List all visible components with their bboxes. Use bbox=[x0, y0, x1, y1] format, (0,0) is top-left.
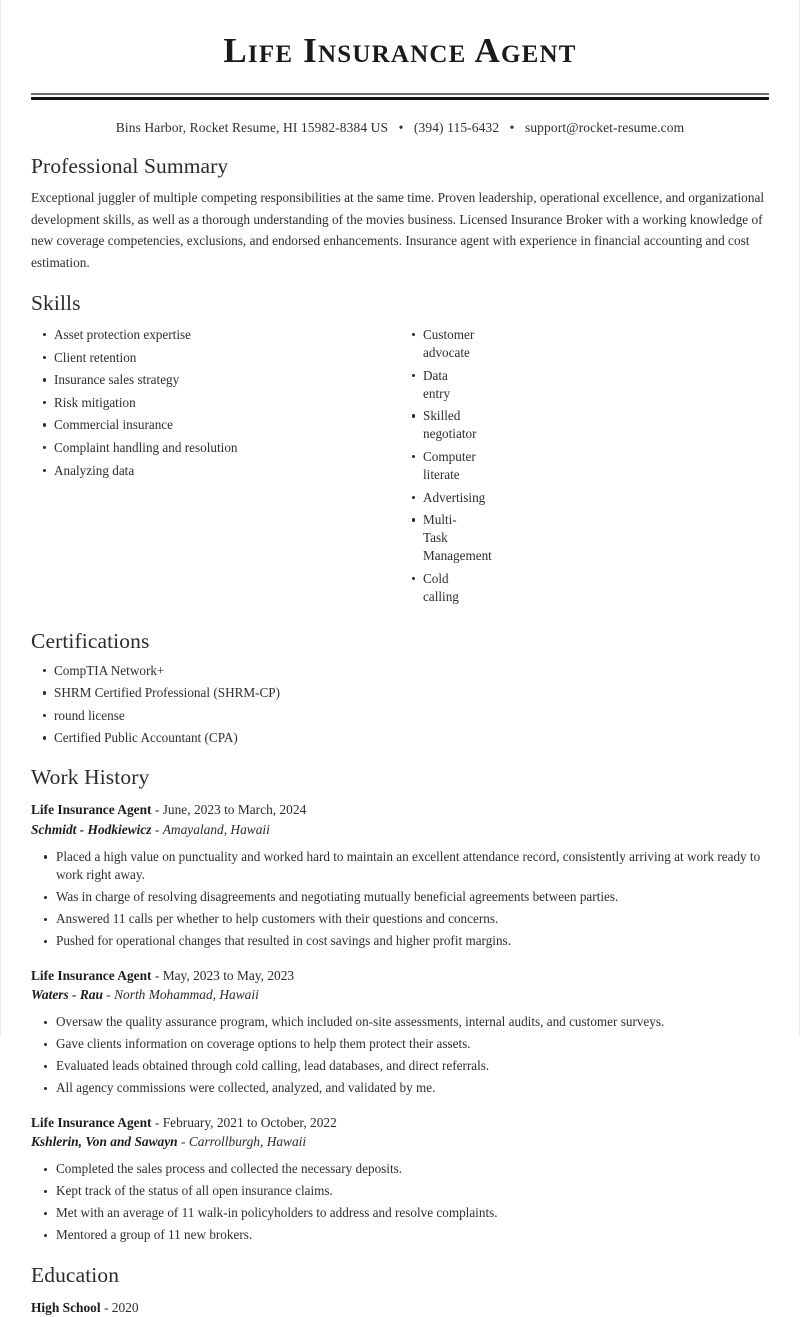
list-item: Skilled negotiator bbox=[400, 407, 423, 443]
list-item: Data entry bbox=[400, 367, 423, 403]
section-heading-education: Education bbox=[31, 1262, 120, 1287]
skills-list-right bbox=[400, 326, 492, 606]
list-item: Customer advocate bbox=[400, 326, 423, 362]
job-dash: - bbox=[154, 821, 160, 837]
section-heading-skills: Skills bbox=[31, 291, 81, 316]
job-bullets bbox=[31, 848, 769, 951]
list-item: Met with an average of 11 walk-in policyholders to address and resolve complaints. bbox=[31, 1204, 769, 1222]
list-item: Analyzing data bbox=[31, 462, 400, 480]
job-company: Schmidt - Hodkiewicz bbox=[31, 821, 152, 837]
list-item: Computer literate bbox=[400, 448, 423, 484]
job-title-line bbox=[31, 1113, 769, 1132]
section-education bbox=[31, 1262, 769, 1317]
job-dash: - bbox=[106, 987, 111, 1003]
job-dates: May, 2023 to May, 2023 bbox=[162, 967, 295, 983]
list-item: All agency commissions were collected, analyzed, and validated by me. bbox=[31, 1079, 769, 1097]
list-item: Complaint handling and resolution bbox=[31, 439, 400, 457]
skills-columns bbox=[31, 324, 769, 611]
contact-phone: (394) 115-6432 bbox=[413, 120, 500, 136]
list-item: Insurance sales strategy bbox=[31, 371, 400, 389]
work-history-entry bbox=[31, 1113, 769, 1245]
education-entry bbox=[31, 1298, 769, 1317]
list-item: round license bbox=[31, 707, 769, 725]
skills-list-left bbox=[31, 326, 400, 480]
contact-address: Bins Harbor, Rocket Resume, HI 15982-8384 US bbox=[115, 120, 389, 136]
certifications-list bbox=[31, 662, 769, 748]
list-item: Risk mitigation bbox=[31, 394, 400, 412]
list-item: Oversaw the quality assurance program, which included on-site assessments, internal audits, and customer surveys. bbox=[31, 1013, 769, 1031]
list-item: Gave clients information on coverage options to help them protect their assets. bbox=[31, 1035, 769, 1053]
list-item: Completed the sales process and collected the necessary deposits. bbox=[31, 1160, 769, 1178]
resume-content bbox=[1, 0, 799, 1317]
list-item: Multi-Task Management bbox=[400, 511, 423, 565]
page-title: Life Insurance Agent bbox=[223, 31, 577, 70]
list-item: Was in charge of resolving disagreements and negotiating mutually beneficial agreements between parties. bbox=[31, 888, 769, 906]
section-heading-professional-summary: Professional Summary bbox=[31, 154, 229, 179]
section-skills bbox=[31, 290, 769, 610]
work-history-entry bbox=[31, 966, 769, 1098]
section-professional-summary bbox=[31, 153, 769, 273]
job-dash: - bbox=[154, 802, 160, 818]
section-heading-certifications: Certifications bbox=[31, 628, 150, 653]
work-history-entry bbox=[31, 800, 769, 950]
contact-info bbox=[31, 120, 769, 136]
list-item: Kept track of the status of all open insurance claims. bbox=[31, 1182, 769, 1200]
section-certifications bbox=[31, 628, 769, 748]
job-company-line bbox=[31, 985, 769, 1005]
list-item: Client retention bbox=[31, 349, 400, 367]
job-title-line bbox=[31, 800, 769, 819]
job-title-line bbox=[31, 966, 769, 985]
education-dash: - bbox=[103, 1299, 109, 1315]
job-title: Life Insurance Agent bbox=[31, 802, 152, 818]
section-work-history bbox=[31, 764, 769, 1244]
list-item: Answered 11 calls per whether to help customers with their questions and concerns. bbox=[31, 910, 769, 928]
contact-email[interactable]: support@rocket-resume.com bbox=[524, 120, 685, 136]
job-dates: February, 2021 to October, 2022 bbox=[162, 1114, 337, 1130]
header-divider bbox=[31, 93, 769, 100]
job-bullets bbox=[31, 1160, 769, 1244]
list-item: Placed a high value on punctuality and worked hard to maintain an excellent attendance record, consistently arriving at work ready to work right away. bbox=[31, 848, 769, 885]
divider-line-bottom bbox=[31, 97, 769, 100]
list-item: Mentored a group of 11 new brokers. bbox=[31, 1226, 769, 1244]
job-bullets bbox=[31, 1013, 769, 1097]
list-item: Asset protection expertise bbox=[31, 326, 400, 344]
job-location: Carrollburgh, Hawaii bbox=[188, 1134, 307, 1150]
job-company-line bbox=[31, 820, 769, 840]
job-dash: - bbox=[180, 1134, 186, 1150]
job-location: North Mohammad, Hawaii bbox=[114, 987, 259, 1003]
list-item: Commercial insurance bbox=[31, 416, 400, 434]
job-dash: - bbox=[154, 967, 160, 983]
section-heading-work-history: Work History bbox=[31, 765, 150, 790]
professional-summary-text: Exceptional juggler of multiple competing responsibilities at the same time. Proven leadership, operational excellence, and organizational development skills, as well as a thorough understanding of the movies business. Licensed Insurance Broker with a working knowledge of new coverage competencies, exclusions, and endorsed enhancements. Insurance agent with experience in financial accounting and cost estimation. bbox=[31, 190, 765, 270]
list-item: Advertising bbox=[400, 489, 423, 507]
list-item: SHRM Certified Professional (SHRM-CP) bbox=[31, 684, 769, 702]
job-company-line bbox=[31, 1132, 769, 1152]
job-company: Waters - Rau bbox=[31, 987, 103, 1003]
job-title: Life Insurance Agent bbox=[31, 1114, 152, 1130]
job-dash: - bbox=[154, 1114, 160, 1130]
contact-separator-2: • bbox=[509, 120, 515, 136]
education-degree: High School bbox=[31, 1299, 101, 1315]
job-dates: June, 2023 to March, 2024 bbox=[162, 802, 307, 818]
list-item: Cold calling bbox=[400, 570, 423, 606]
list-item: Certified Public Accountant (CPA) bbox=[31, 729, 769, 747]
job-title: Life Insurance Agent bbox=[31, 967, 152, 983]
list-item: CompTIA Network+ bbox=[31, 662, 769, 680]
list-item: Evaluated leads obtained through cold calling, lead databases, and direct referrals. bbox=[31, 1057, 769, 1075]
education-year: 2020 bbox=[111, 1299, 139, 1315]
contact-separator-1: • bbox=[398, 120, 404, 136]
list-item: Pushed for operational changes that resulted in cost savings and higher profit margins. bbox=[31, 932, 769, 950]
job-location: Amayaland, Hawaii bbox=[162, 821, 270, 837]
job-company: Kshlerin, Von and Sawayn bbox=[31, 1134, 178, 1150]
